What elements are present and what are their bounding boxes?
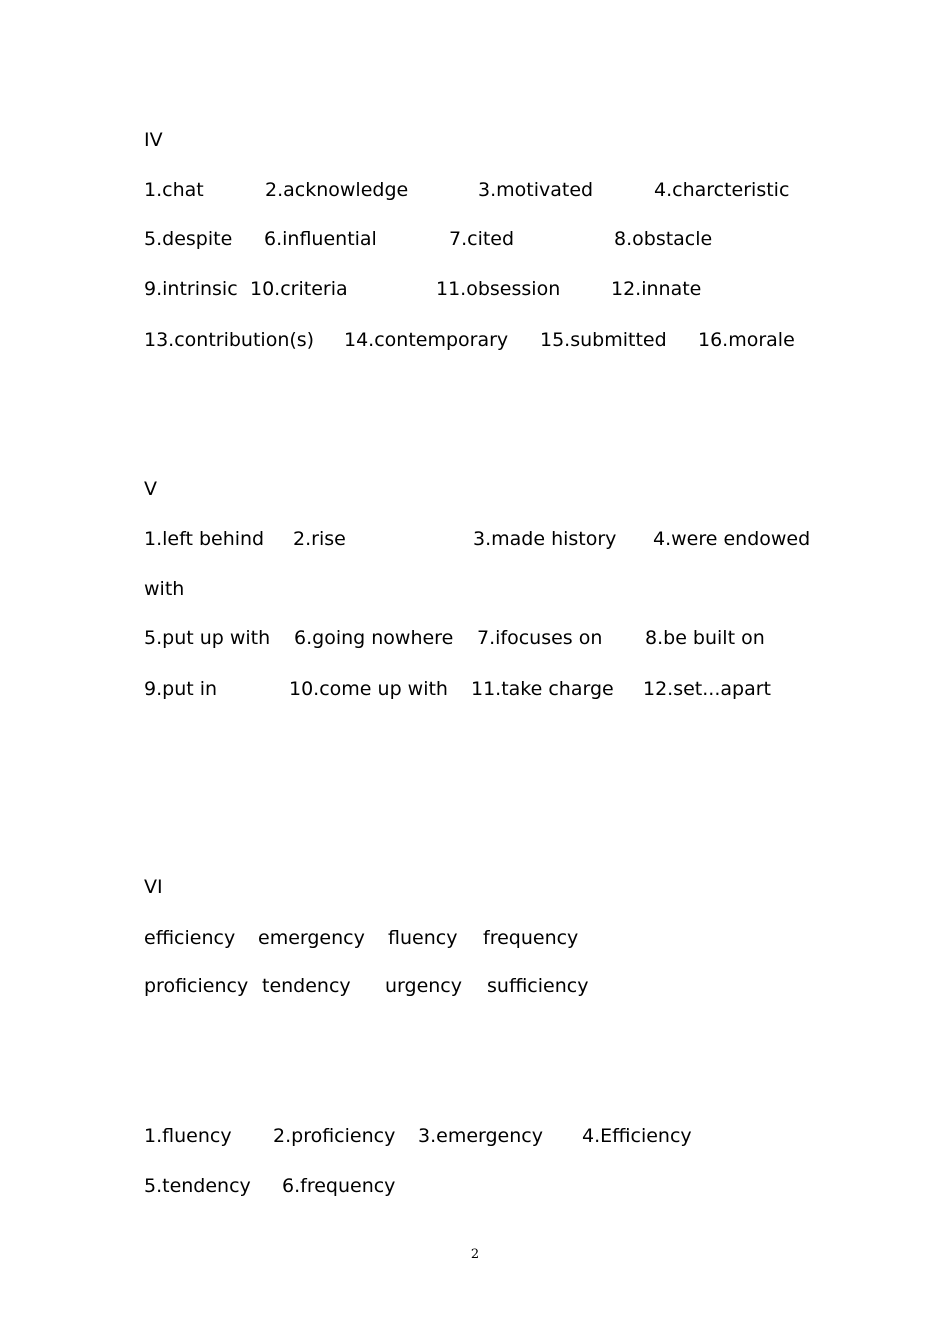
section-vi-word-row-2 — [0, 971, 950, 1001]
answer-item: 10.criteria — [250, 278, 348, 300]
section-iv-row-2 — [0, 224, 950, 254]
answer-item: 1.chat — [144, 179, 204, 201]
word-item: urgency — [385, 975, 463, 997]
section-v-row-1 — [0, 524, 950, 554]
answer-item: 9.put in — [144, 678, 218, 700]
answer-item: 3.emergency — [418, 1125, 543, 1147]
answer-item: 3.motivated — [478, 179, 594, 201]
answer-item: 6.influential — [264, 228, 377, 250]
answer-item: 12.innate — [611, 278, 702, 300]
answer-item: with — [144, 578, 185, 600]
section-iv-row-3 — [0, 274, 950, 304]
answer-item: 5.tendency — [144, 1175, 251, 1197]
answer-item: 15.submitted — [540, 329, 667, 351]
answer-item: 2.rise — [293, 528, 346, 550]
section-v-row-1-continued — [0, 574, 950, 604]
answer-item: 4.Efficiency — [582, 1125, 692, 1147]
answer-item: 9.intrinsic — [144, 278, 238, 300]
section-v-row-3 — [0, 674, 950, 704]
answer-item: 4.charcteristic — [654, 179, 790, 201]
section-vi-answer-row-2 — [0, 1171, 950, 1201]
word-item: tendency — [262, 975, 351, 997]
answer-item: 5.despite — [144, 228, 233, 250]
answer-item: 1.left behind — [144, 528, 265, 550]
word-item: efficiency — [144, 927, 236, 949]
answer-item: 12.set...apart — [643, 678, 771, 700]
answer-item: 1.fluency — [144, 1125, 232, 1147]
word-item: fluency — [388, 927, 458, 949]
word-item: proficiency — [144, 975, 249, 997]
section-iv-row-4 — [0, 325, 950, 355]
answer-item: 6.frequency — [282, 1175, 396, 1197]
answer-item: 11.obsession — [436, 278, 561, 300]
answer-item: 11.take charge — [471, 678, 614, 700]
answer-item: 3.made history — [473, 528, 617, 550]
answer-item: 10.come up with — [289, 678, 448, 700]
answer-item: 8.obstacle — [614, 228, 713, 250]
answer-item: 6.going nowhere — [294, 627, 454, 649]
answer-item: 2.proficiency — [273, 1125, 396, 1147]
section-vi-word-row-1 — [0, 923, 950, 953]
section-vi-heading: VI — [144, 876, 163, 898]
section-iv-row-1 — [0, 175, 950, 205]
section-v-heading: V — [144, 478, 157, 500]
section-v-row-2 — [0, 623, 950, 653]
answer-item: 2.acknowledge — [265, 179, 409, 201]
answer-item: 13.contribution(s) — [144, 329, 315, 351]
answer-item: 4.were endowed — [653, 528, 811, 550]
answer-item: 7.cited — [449, 228, 515, 250]
answer-item: 16.morale — [698, 329, 795, 351]
section-vi-answer-row-1 — [0, 1121, 950, 1151]
word-item: sufficiency — [487, 975, 589, 997]
answer-item: 5.put up with — [144, 627, 271, 649]
answer-item: 8.be built on — [645, 627, 765, 649]
page-number: 2 — [470, 1247, 480, 1262]
section-iv-heading: IV — [144, 129, 163, 151]
answer-item: 14.contemporary — [344, 329, 509, 351]
word-item: emergency — [258, 927, 365, 949]
answer-item: 7.ifocuses on — [477, 627, 603, 649]
word-item: frequency — [483, 927, 579, 949]
